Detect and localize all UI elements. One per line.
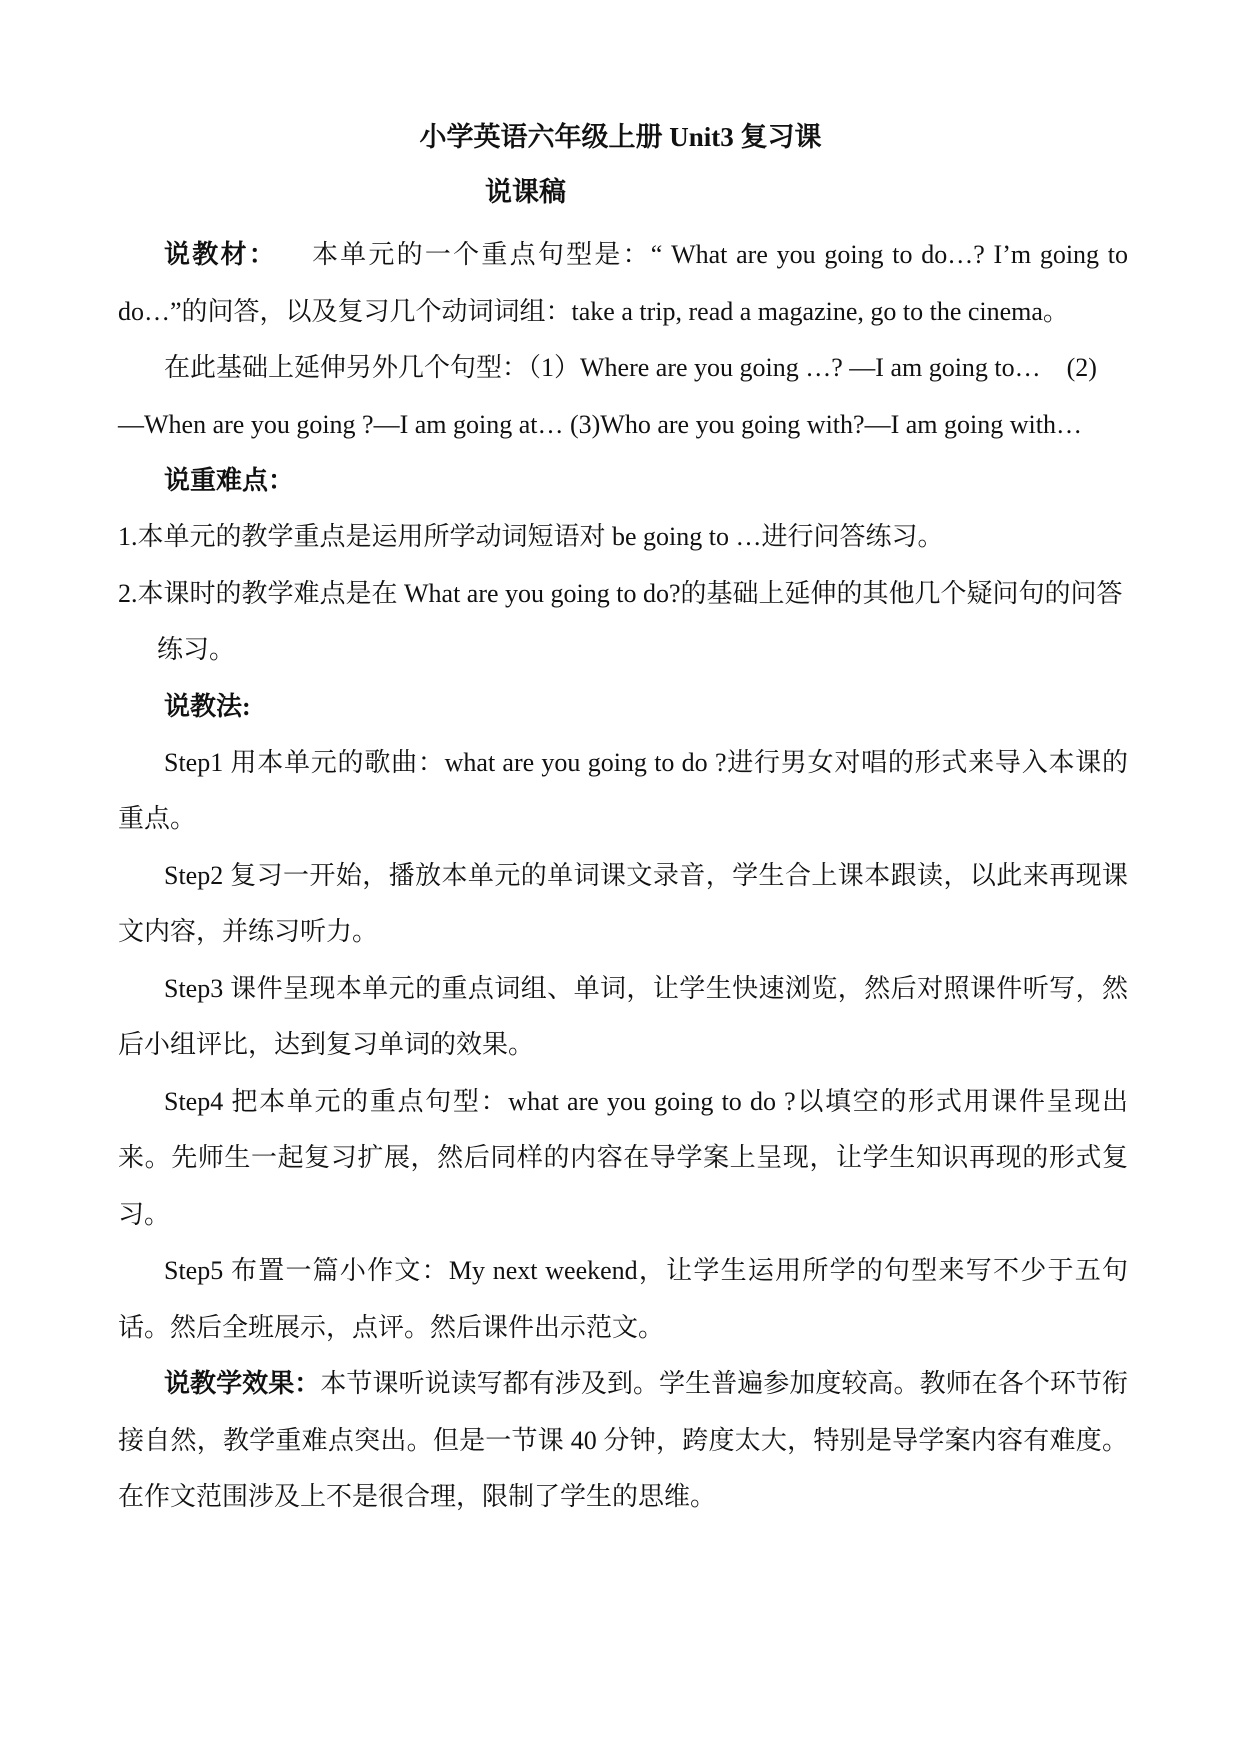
effect-text: 本节课听说读写都有涉及到。学生普遍参加度较高。教师在各个环节衔接自然，教学重难点突出。但是一节课 40 分钟，跨度太大，特别是导学案内容有难度。在作文范围涉及上不是很合理，限制了学生的思维。: [118, 1369, 1128, 1511]
method-step-2: Step2 复习一开始，播放本单元的单词课文录音，学生合上课本跟读，以此来再现课文内容，并练习听力。: [118, 860, 1128, 946]
document-body: [118, 227, 1128, 1526]
textbook-label: 说教材：: [164, 240, 277, 269]
method-step-3: Step3 课件呈现本单元的重点词组、单词，让学生快速浏览，然后对照课件听写，然后小组评比，达到复习单词的效果。: [118, 973, 1128, 1059]
document-title: 小学英语六年级上册 Unit3 复习课: [419, 122, 822, 152]
key-point-item-2: 2.本课时的教学难点是在 What are you going to do?的基础上延伸的其他几个疑问句的问答练习。: [118, 578, 1123, 664]
extension-paragraph: 在此基础上延伸另外几个句型：（1）Where are you going …? —I am going to… (2) —When are you going ?—I am going at… (3)Who are you going with?—I am going with…: [118, 353, 1104, 439]
textbook-text: 本单元的一个重点句型是：“ What are you going to do…? I’m going to do…”的问答，以及复习几个动词词组：take a trip, read a magazine, go to the cinema。: [118, 240, 1129, 326]
effect-paragraph: [118, 1356, 1128, 1526]
document-subtitle: 说课稿: [485, 177, 566, 207]
method-step-5: Step5 布置一篇小作文：My next weekend，让学生运用所学的句型来写不少于五句话。然后全班展示，点评。然后课件出示范文。: [118, 1256, 1128, 1342]
effect-label: 说教学效果：: [164, 1369, 321, 1398]
textbook-paragraph: [118, 227, 1128, 340]
method-step-1: Step1 用本单元的歌曲：what are you going to do ?进行男女对唱的形式来导入本课的重点。: [118, 747, 1128, 833]
key-points-heading: 说重难点：: [164, 466, 295, 495]
method-heading: 说教法:: [164, 691, 251, 721]
method-step-4: Step4 把本单元的重点句型：what are you going to do ?以填空的形式用课件呈现出来。先师生一起复习扩展，然后同样的内容在导学案上呈现，让学生知识再现的形式复习。: [118, 1086, 1128, 1229]
key-point-item-1: 1.本单元的教学重点是运用所学动词短语对 be going to …进行问答练习。: [118, 522, 944, 551]
